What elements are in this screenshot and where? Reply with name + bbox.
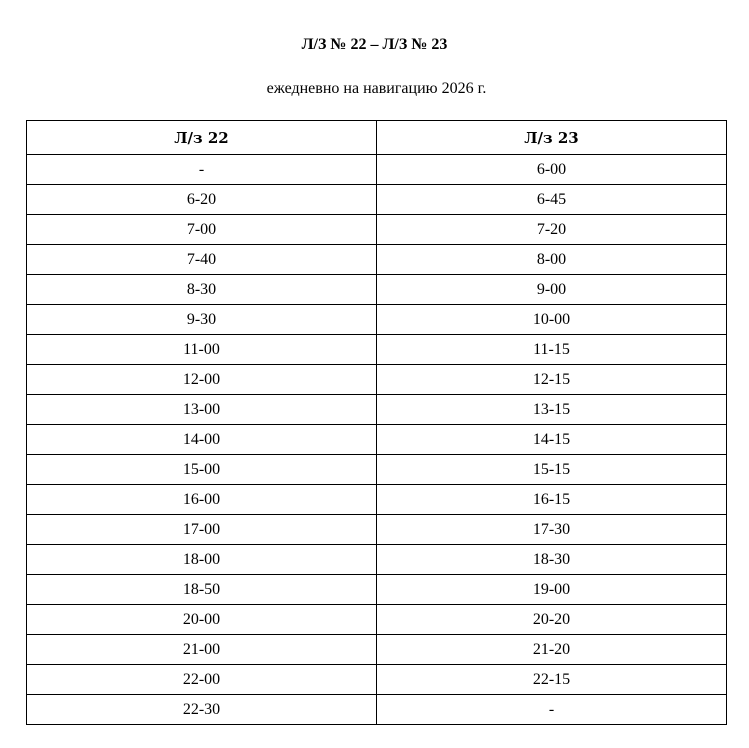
cell-lz22-time: 15-00 <box>27 455 377 485</box>
table-row <box>27 665 727 695</box>
table-row <box>27 485 727 515</box>
table-row <box>27 455 727 485</box>
header-row <box>27 121 727 155</box>
cell-lz23-time: 7-20 <box>377 215 727 245</box>
cell-lz23-time: 22-15 <box>377 665 727 695</box>
cell-lz23-time: 8-00 <box>377 245 727 275</box>
cell-lz22-time: 8-30 <box>27 275 377 305</box>
table-row <box>27 305 727 335</box>
cell-lz22-time: 12-00 <box>27 365 377 395</box>
cell-lz23-time: 21-20 <box>377 635 727 665</box>
cell-lz22-time: 18-50 <box>27 575 377 605</box>
table-row <box>27 695 727 725</box>
table-row <box>27 395 727 425</box>
cell-lz23-time: 12-15 <box>377 365 727 395</box>
document-subtitle: ежедневно на навигацию 2026 г. <box>266 80 487 97</box>
table-row <box>27 155 727 185</box>
cell-lz22-time: 18-00 <box>27 545 377 575</box>
table-row <box>27 545 727 575</box>
table-row <box>27 335 727 365</box>
table-row <box>27 425 727 455</box>
cell-lz22-time: 22-30 <box>27 695 377 725</box>
table-row <box>27 515 727 545</box>
table-row <box>27 275 727 305</box>
cell-lz22-time: 13-00 <box>27 395 377 425</box>
cell-lz22-time: - <box>27 155 377 185</box>
cell-lz22-time: 7-00 <box>27 215 377 245</box>
table-row <box>27 185 727 215</box>
cell-lz22-time: 9-30 <box>27 305 377 335</box>
table-row <box>27 605 727 635</box>
cell-lz22-time: 7-40 <box>27 245 377 275</box>
column-header-lz22: Л/з 22 <box>27 121 377 155</box>
schedule-table-body <box>27 155 727 725</box>
cell-lz23-time: 15-15 <box>377 455 727 485</box>
document-title: Л/З № 22 – Л/З № 23 <box>301 36 448 53</box>
cell-lz22-time: 16-00 <box>27 485 377 515</box>
cell-lz23-time: 9-00 <box>377 275 727 305</box>
schedule-table <box>26 120 727 725</box>
cell-lz23-time: 6-45 <box>377 185 727 215</box>
cell-lz22-time: 11-00 <box>27 335 377 365</box>
cell-lz23-time: 10-00 <box>377 305 727 335</box>
cell-lz23-time: - <box>377 695 727 725</box>
cell-lz22-time: 20-00 <box>27 605 377 635</box>
schedule-table-header <box>27 121 727 155</box>
cell-lz22-time: 6-20 <box>27 185 377 215</box>
cell-lz23-time: 20-20 <box>377 605 727 635</box>
cell-lz23-time: 6-00 <box>377 155 727 185</box>
cell-lz22-time: 21-00 <box>27 635 377 665</box>
column-header-lz23: Л/з 23 <box>377 121 727 155</box>
table-row <box>27 365 727 395</box>
table-row <box>27 635 727 665</box>
cell-lz23-time: 18-30 <box>377 545 727 575</box>
cell-lz23-time: 11-15 <box>377 335 727 365</box>
cell-lz23-time: 16-15 <box>377 485 727 515</box>
cell-lz22-time: 14-00 <box>27 425 377 455</box>
table-row <box>27 245 727 275</box>
cell-lz23-time: 13-15 <box>377 395 727 425</box>
cell-lz22-time: 22-00 <box>27 665 377 695</box>
cell-lz23-time: 19-00 <box>377 575 727 605</box>
cell-lz22-time: 17-00 <box>27 515 377 545</box>
cell-lz23-time: 14-15 <box>377 425 727 455</box>
cell-lz23-time: 17-30 <box>377 515 727 545</box>
table-row <box>27 215 727 245</box>
table-row <box>27 575 727 605</box>
